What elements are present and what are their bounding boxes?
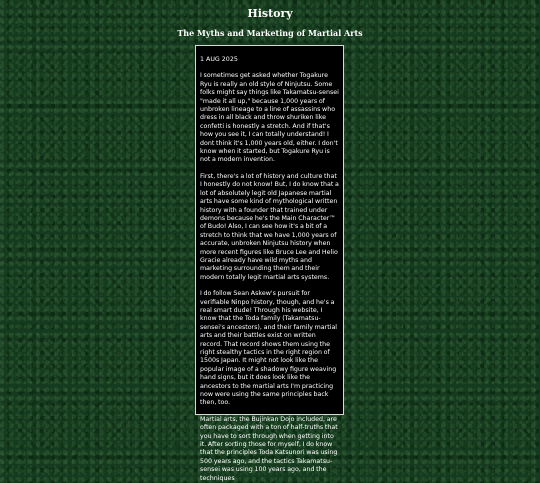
- post-paragraph-2: First, there's a lot of history and culture that I honestly do not know! But, I do know that a lot of absolutely legit old Japanese martial arts have some kind of mythological written history with a founder that trained under demons because he's the Main Character™ of Budo! Also, I can see how it's a bit of a stretch to think that we have 1,000 years of accurate, unbroken Ninjutsu history when more recent figures like Bruce Lee and Helio Gracie already have wild myths and marketing surrounding them and their modern totally legit martial arts systems.: [200, 172, 339, 281]
- post-paragraph-1: I sometimes get asked whether Togakure Ryu is really an old style of Ninjutsu. Some folks might say things like Takamatsu-sensei "made it all up," because 1,000 years of unbroken lineage to a line of assassins who dress in all black and throw shuriken like confetti is honestly a stretch. And if that's how you see it, I can totally understand! I dont think it's 1,000 years old, either. I don't know when it started, but Togakure Ryu is not a modern invention.: [200, 72, 339, 164]
- page-title: History: [247, 7, 293, 20]
- post-content: [195, 45, 344, 482]
- page-subtitle: The Myths and Marketing of Martial Arts: [177, 28, 363, 38]
- post-paragraph-3: I do follow Sean Askew's pursuit for verifiable Ninpo history, though, and he's a real smart dude! Through his website, I know that the Toda family (Takamatsu-sensei's ancestors), and their family martial arts and their battles exist on written record. That record shows them using the right stealthy tactics in the right region of 1500s Japan. It might not look like the popular image of a shadowy figure weaving hand signs, but it does look like the ancestors to the martial arts I'm practicing now were using the same principles back then, too.: [200, 290, 338, 407]
- post-paragraph-4: Martial arts, the Bujinkan Dojo included, are often packaged with a ton of half-truths that you have to sort through when getting into it. After sorting those for myself, I do know that the principles Toda Katsunori was using 500 years ago, and the tactics Takamatsu-sensei was using 100 years ago, and the techniques: [200, 415, 338, 482]
- post-date: 1 AUG 2025: [200, 56, 238, 63]
